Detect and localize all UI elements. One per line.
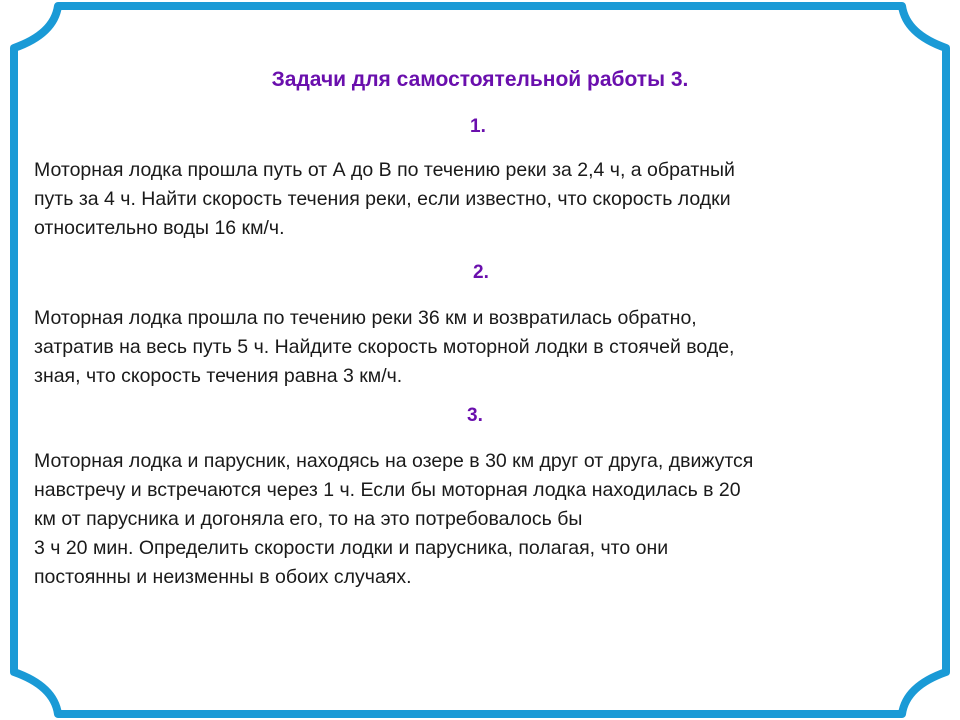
problem-3-line: постоянны и неизменны в обоих случаях.	[34, 566, 412, 588]
problem-2-line: зная, что скорость течения равна 3 км/ч.	[34, 365, 403, 387]
problem-3-line: 3 ч 20 мин. Определить скорости лодки и парусника, полагая, что они	[34, 537, 669, 559]
problem-2-number: 2.	[473, 262, 489, 283]
problem-1-line: путь за 4 ч. Найти скорость течения реки, если известно, что скорость лодки	[34, 188, 731, 210]
problem-2-line: затратив на весь путь 5 ч. Найдите скорость моторной лодки в стоячей воде,	[34, 336, 735, 358]
problem-1-line: Моторная лодка прошла путь от А до В по течению реки за 2,4 ч, а обратный	[34, 159, 735, 181]
problem-3-number: 3.	[467, 405, 483, 426]
problem-2-text	[34, 304, 934, 391]
problem-1-number: 1.	[470, 116, 486, 137]
problem-3-line: Моторная лодка и парусник, находясь на озере в 30 км друг от друга, движутся	[34, 450, 754, 472]
problem-2-line: Моторная лодка прошла по течению реки 36 км и возвратилась обратно,	[34, 307, 697, 329]
page-title: Задачи для самостоятельной работы 3.	[271, 68, 689, 91]
problem-1-line: относительно воды 16 км/ч.	[34, 217, 285, 239]
problem-3-text	[34, 447, 934, 592]
problem-1-text	[34, 156, 934, 243]
problem-3-line: км от парусника и догоняла его, то на это потребовалось бы	[34, 508, 583, 530]
problem-3-line: навстречу и встречаются через 1 ч. Если бы моторная лодка находилась в 20	[34, 479, 741, 501]
